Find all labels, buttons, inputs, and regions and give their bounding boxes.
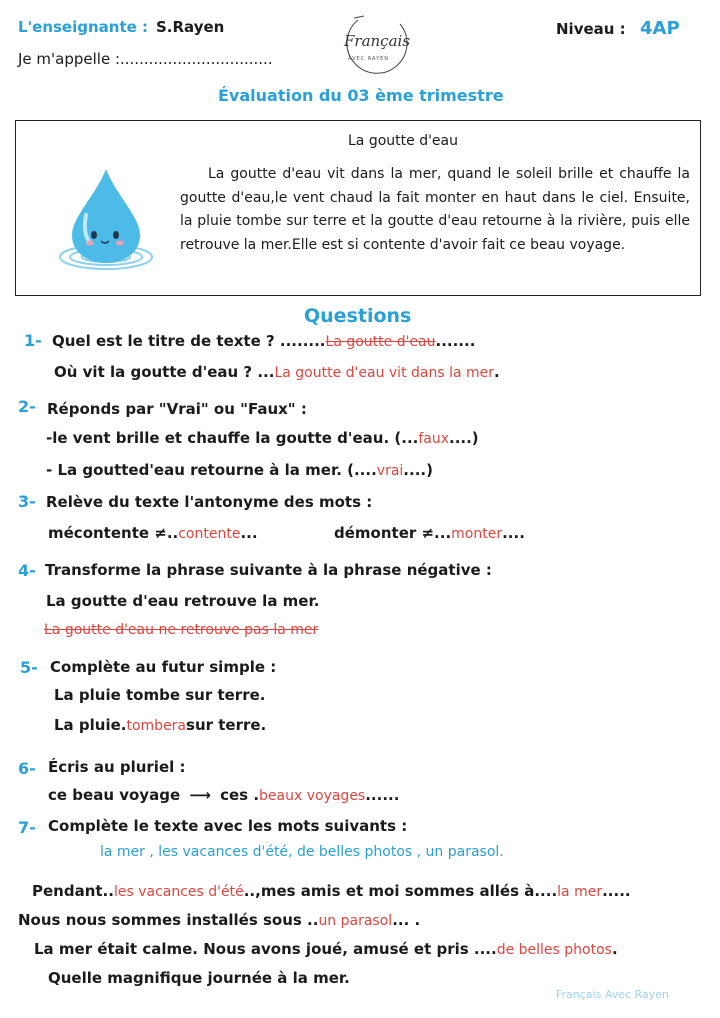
question-2a [46,429,479,447]
question-7-line-2-text: Nous nous sommes installés sous .. [18,911,319,929]
question-3b [334,524,525,542]
question-3-instruction: Relève du texte l'antonyme des mots : [46,493,373,511]
teacher-label: L'enseignante : [18,18,149,36]
footer-watermark: Français Avec Rayen [556,988,669,1001]
question-7-line-2-dots: ... . [392,911,421,929]
question-2-instruction: Réponds par "Vrai" ou "Faux" : [47,400,307,418]
question-6a-text: ce beau voyage [48,786,181,804]
question-1b [54,363,500,381]
question-5b [54,716,266,734]
question-4-instruction: Transforme la phrase suivante à la phrase négative : [45,561,492,579]
question-5b-answer: tombera [126,718,187,734]
question-7-number: 7- [18,818,36,837]
page-title: Évaluation du 03 ème trimestre [218,86,504,105]
question-2b [46,461,433,479]
question-7-line-1-text: Pendant.. [32,882,114,900]
question-6a [48,786,399,804]
question-1b-text: Où vit la goutte d'eau ? ... [54,363,275,381]
question-7-answer-1: les vacances d'été [113,884,244,900]
question-7-answer-2: la mer [557,884,603,900]
logo-text: Français [344,32,411,50]
question-1a-text: Quel est le titre de texte ? ........ [52,332,326,350]
question-1b-answer: La goutte d'eau vit dans la mer [274,365,495,381]
question-7-answer-4: de belles photos [496,942,612,958]
question-5b-text: La pluie. [54,716,127,734]
question-6a-dots: ...... [365,786,400,804]
question-7-line-3 [34,940,618,958]
question-5-sentence: La pluie tombe sur terre. [54,686,266,704]
question-2-number: 2- [18,397,36,416]
question-2a-text: -le vent brille et chauffe la goutte d'eau. (... [46,429,419,447]
question-1-number: 1- [24,331,42,350]
question-7-line-2 [18,911,420,929]
question-3b-text: démonter ≠... [334,524,452,542]
logo-subtext: AVEC RAYEN [348,56,390,62]
question-7-line-3-text: La mer était calme. Nous avons joué, amusé et pris .... [34,940,497,958]
question-7-line-4: Quelle magnifique journée à la mer. [48,969,350,987]
question-4-answer: La goutte d'eau ne retrouve pas la mer [44,622,319,638]
question-7-word-list: la mer , les vacances d'été, de belles photos , un parasol. [100,844,504,860]
question-7-line-1-mid: ..,mes amis et moi sommes allés à.... [243,882,558,900]
question-1a-dots: ....... [435,332,476,350]
question-7-line-3-dots: . [611,940,618,958]
teacher-name: S.Rayen [156,18,225,36]
question-3b-answer: monter [451,526,503,542]
question-1a [52,332,475,350]
question-5b-dots: sur terre. [186,716,267,734]
water-drop-icon [56,165,156,275]
question-2b-answer: vrai [376,463,404,479]
student-name-line: Je m'appelle :................................ [18,50,273,68]
question-1a-answer: La goutte d'eau [325,334,436,350]
question-2a-dots: ....) [449,429,479,447]
question-4-number: 4- [18,561,36,580]
question-3a [48,524,258,542]
story-text: La goutte d'eau vit dans la mer, quand le soleil brille et chauffe la goutte d'eau,le vent chaud la fait monter en haut dans le ciel. Ensuite, la pluie tombe sur terre et la goutte d'eau retourne à la rivière, puis elle retrouve la mer.Elle est si contente d'avoir fait ce beau voyage. [180,166,690,253]
question-2b-dots: ....) [403,461,433,479]
question-4-sentence: La goutte d'eau retrouve la mer. [46,592,320,610]
question-2b-text: - La goutted'eau retourne à la mer. (.... [46,461,377,479]
question-1b-dots: . [494,363,500,381]
question-7-instruction: Complète le texte avec les mots suivants : [48,817,408,835]
arrow-right-icon: ⟶ [189,786,211,804]
questions-heading: Questions [304,305,412,327]
question-6a-mid: ces . [220,786,260,804]
question-5-number: 5- [20,658,38,677]
story-title: La goutte d'eau [348,133,458,149]
question-3a-dots: ... [240,524,258,542]
question-5-instruction: Complète au futur simple : [50,658,277,676]
question-3a-answer: contente [178,526,241,542]
question-6-instruction: Écris au pluriel : [48,758,186,776]
question-3-number: 3- [18,492,36,511]
story-box [15,120,701,296]
question-7-line-1-dots: ..... [602,882,631,900]
francais-logo [330,10,420,80]
question-7-line-1 [32,882,631,900]
question-3a-text: mécontente ≠.. [48,524,179,542]
question-7-answer-3: un parasol [318,913,393,929]
level-value: 4AP [640,18,680,39]
question-2a-answer: faux [418,431,450,447]
question-6-number: 6- [18,759,36,778]
question-3b-dots: .... [502,524,525,542]
question-6a-answer: beaux voyages [259,788,366,804]
level-label: Niveau : [556,20,626,38]
